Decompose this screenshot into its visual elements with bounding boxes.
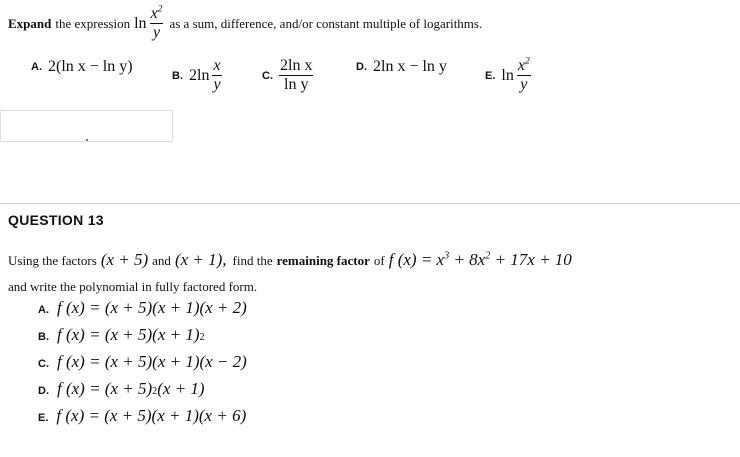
q12-option-e[interactable]: E. ln $\frac{x^2}{y}$ xyxy=(485,55,530,93)
q13-option-e[interactable]: E. f (x) = (x + 5)(x + 1)(x + 6) xyxy=(38,406,247,425)
q12-option-a[interactable]: A. 2(ln x − ln y) xyxy=(31,58,133,75)
question-13-prompt-line1: Using the factors (x + 5) and (x + 1), find the remaining factor of f $(x) = x^3 + 8x^2 + 17x + 10$ xyxy=(8,250,572,269)
answer-marker xyxy=(86,139,88,141)
section-divider xyxy=(0,203,740,204)
q13-option-c[interactable]: C. f (x) = (x + 5)(x + 1)(x − 2) xyxy=(38,352,247,371)
q13-option-b[interactable]: B. f (x) = (x + 5)(x + 1) 2 xyxy=(38,325,205,344)
q12-option-b[interactable]: B. 2ln $\frac{x}{y}$ xyxy=(172,57,221,93)
factor-two: (x + 1), xyxy=(174,250,227,269)
prompt-fraction: $\frac{x^2}{y}$ xyxy=(150,3,163,41)
question-13-title: QUESTION 13 xyxy=(8,212,104,228)
question-12-prompt xyxy=(8,3,483,41)
answer-input-box[interactable] xyxy=(0,110,173,142)
prompt-text: the expression xyxy=(55,15,131,31)
prompt-bold-word: Expand xyxy=(8,15,52,31)
prompt-tail: as a sum, difference, and/or constant multiple of logarithms. xyxy=(169,15,483,31)
q13-option-d[interactable]: D. f (x) = (x + 5) 2 (x + 1) xyxy=(38,379,205,398)
function-expression: f $(x) = x^3 + 8x^2 + 17x + 10$ xyxy=(388,250,572,269)
question-13-prompt-line2: and write the polynomial in fully factored form. xyxy=(8,279,258,294)
remaining-factor-bold: remaining factor xyxy=(276,253,370,268)
factor-one: (x + 5) xyxy=(100,250,149,269)
prompt-expression xyxy=(134,3,163,41)
ln-symbol: ln xyxy=(134,14,147,32)
q12-option-c[interactable]: C. $\frac{\text{2ln x}}{\text{ln y}}$ xyxy=(262,57,313,93)
q13-option-a[interactable]: A. f (x) = (x + 5)(x + 1)(x + 2) xyxy=(38,298,247,317)
q12-option-d[interactable]: D. 2ln x − ln y xyxy=(356,58,447,75)
